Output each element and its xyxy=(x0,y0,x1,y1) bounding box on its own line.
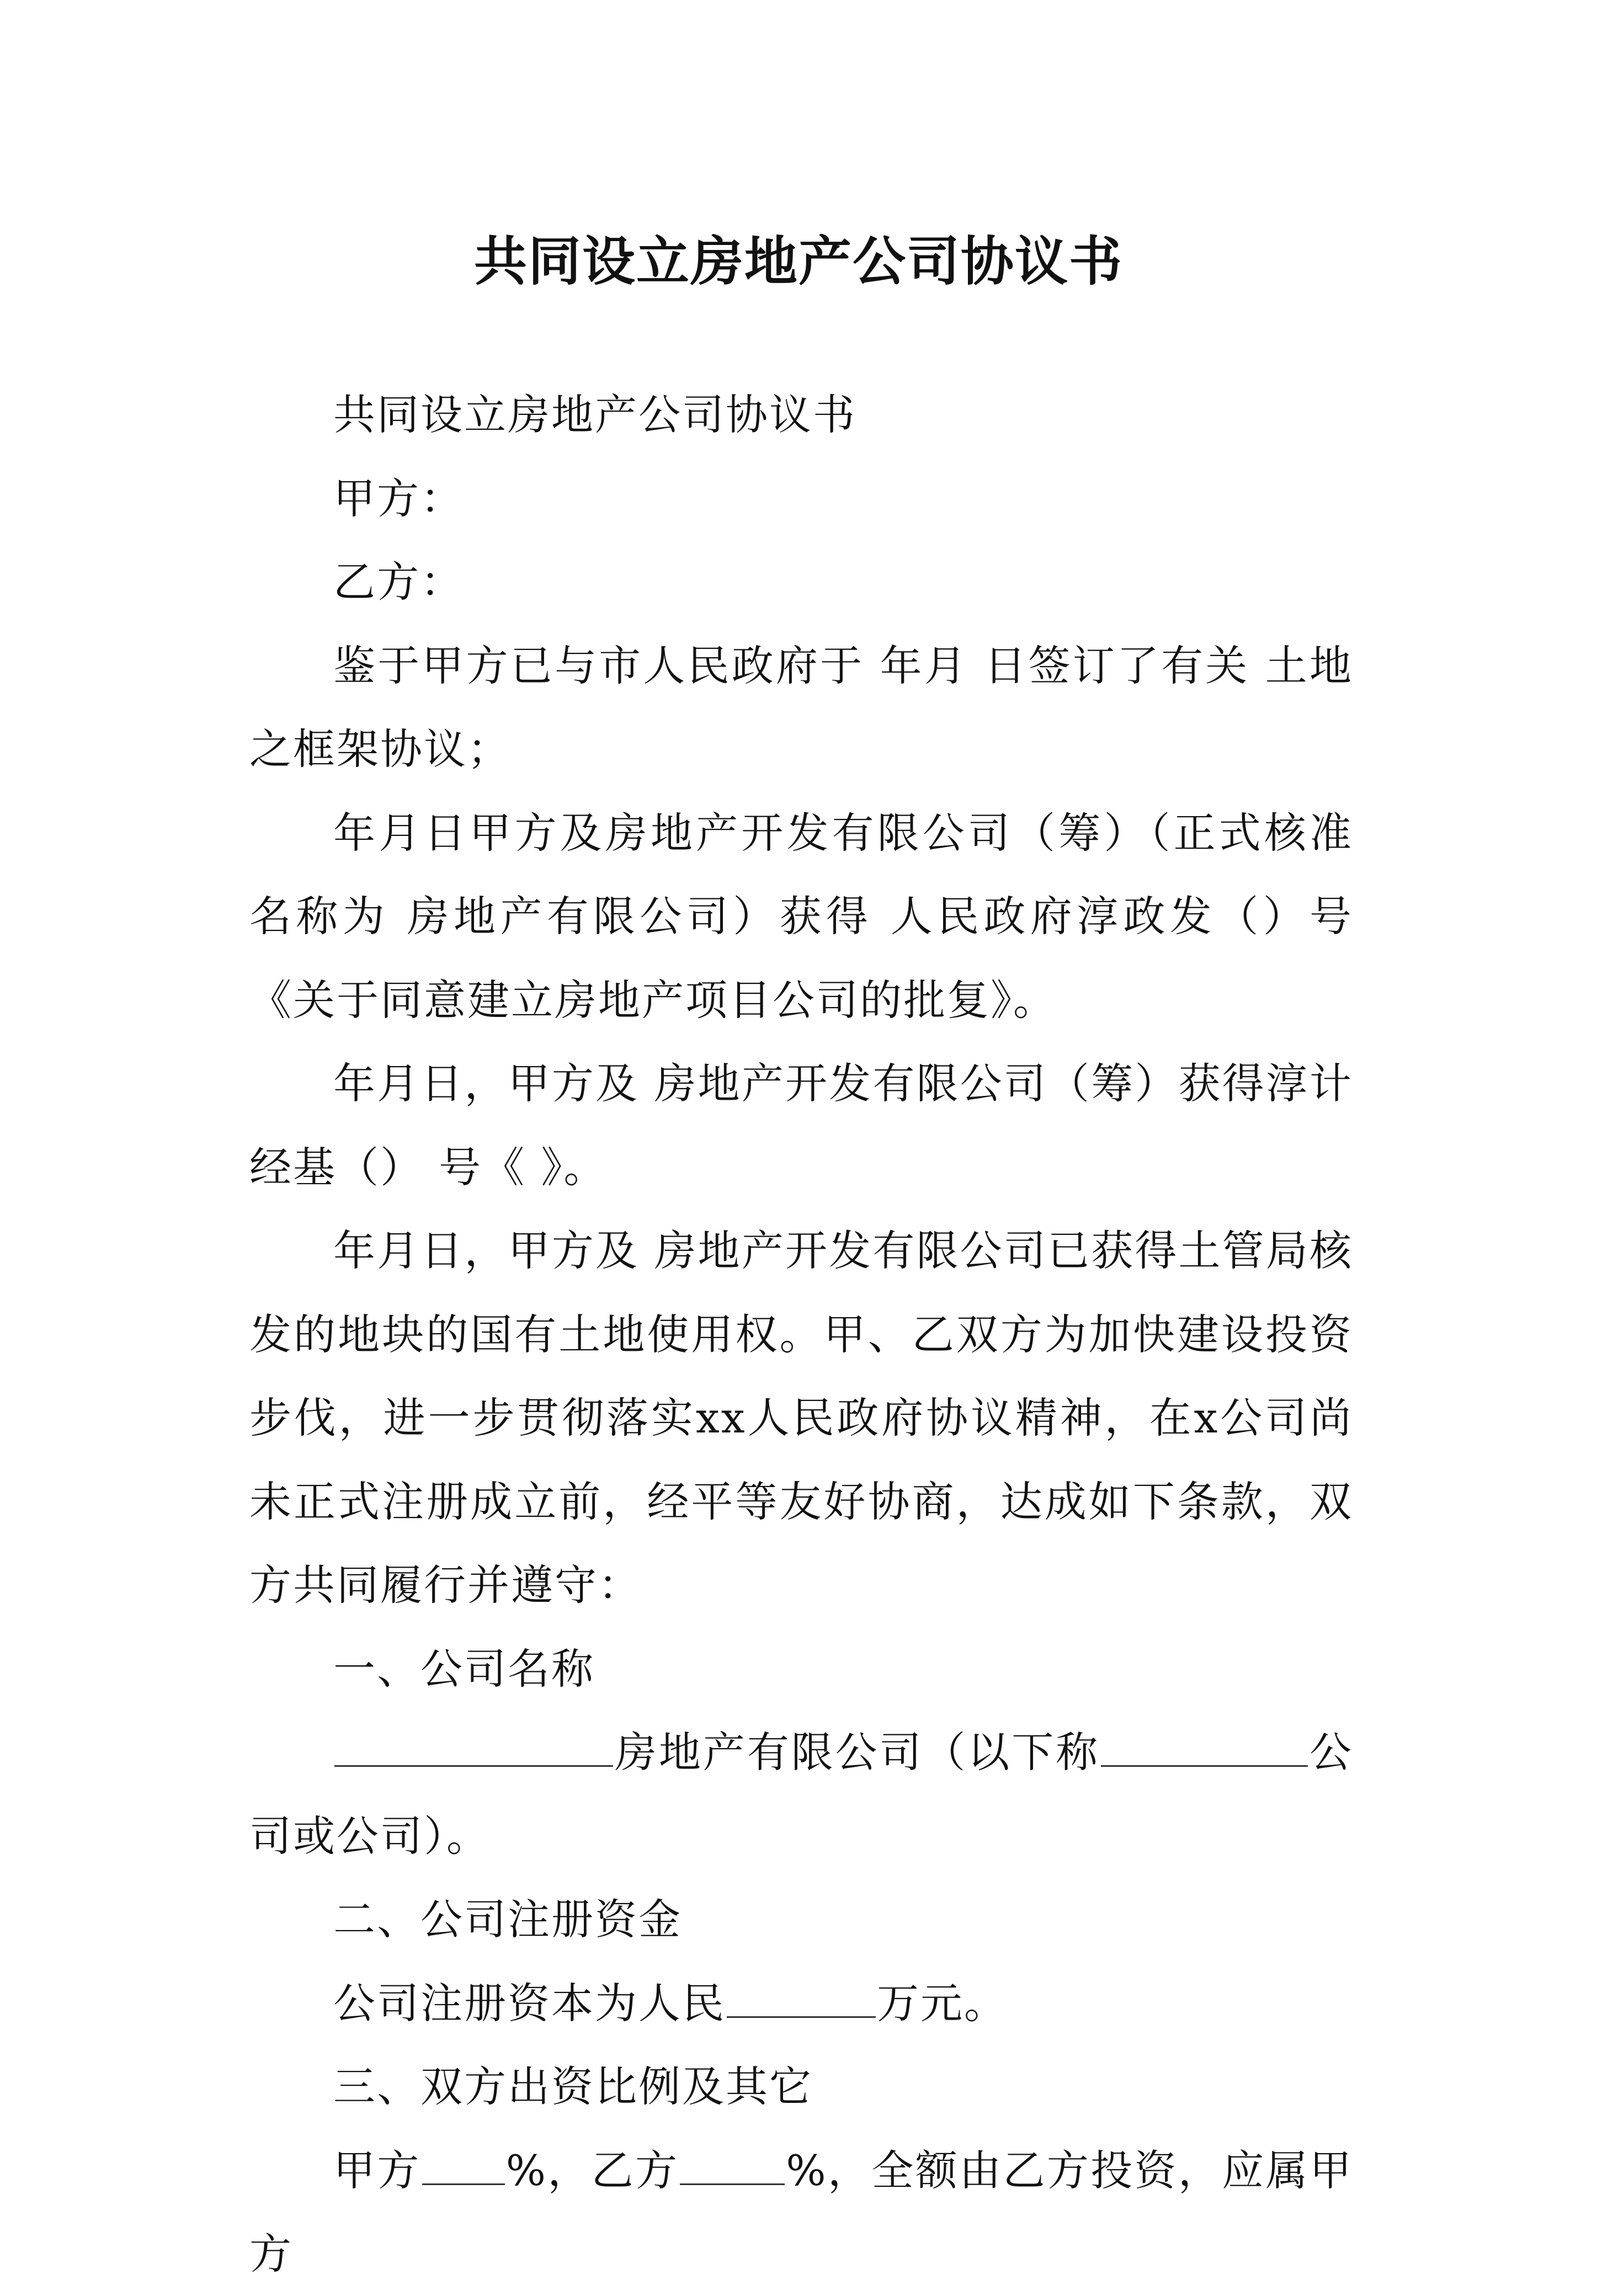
paragraph-approval: 年月日甲方及房地产开发有限公司（筹）（正式核准名称为 房地产有限公司）获得 人民政府淳政发（）号《关于同意建立房地产项目公司的批复》。 xyxy=(249,808,1353,1025)
paragraph-land-use: 年月日，甲方及 房地产开发有限公司已获得土管局核发的地块的国有土地使用权。甲、乙双方为加快建设投资步伐，进一步贯彻落实xx人民政府协议精神，在x公司尚未正式注册成立前，经平等友好协商，达成如下条款，双方共同履行并遵守： xyxy=(249,1226,1353,1610)
paragraph-registered-capital: 公司注册资本为人民 万元。 xyxy=(333,1978,1008,2028)
blank-party-b-percent xyxy=(680,2150,785,2185)
paragraph-whereas-framework: 鉴于甲方已与市人民政府于 年月 日签订了有关 土地之框架协议； xyxy=(249,641,1353,774)
blank-capital-amount xyxy=(727,1983,876,2018)
paragraph-party-b: 乙方： xyxy=(333,557,464,606)
document-body xyxy=(249,373,1353,2296)
section-heading-company-name: 一、公司名称 xyxy=(333,1644,595,1693)
paragraph-contribution-ratio: 甲方 %，乙方 %，全额由乙方投资，应属甲方 xyxy=(249,2145,1354,2278)
blank-company-name xyxy=(334,1732,613,1767)
paragraph-subtitle: 共同设立房地产公司协议书 xyxy=(333,390,856,439)
document-title: 共同设立房地产公司协议书 xyxy=(474,230,1123,293)
blank-company-short-name xyxy=(1101,1732,1308,1767)
blank-party-a-percent xyxy=(422,2150,505,2185)
paragraph-party-a: 甲方： xyxy=(333,473,464,523)
paragraph-company-name: 房地产有限公司（以下称 公司或公司）。 xyxy=(249,1728,1354,1861)
paragraph-planning: 年月日，甲方及 房地产开发有限公司（筹）获得淳计经基（） 号《 》。 xyxy=(249,1059,1353,1192)
section-heading-contribution-ratio: 三、双方出资比例及其它 xyxy=(333,2062,813,2111)
section-heading-registered-capital: 二、公司注册资金 xyxy=(333,1895,682,1944)
